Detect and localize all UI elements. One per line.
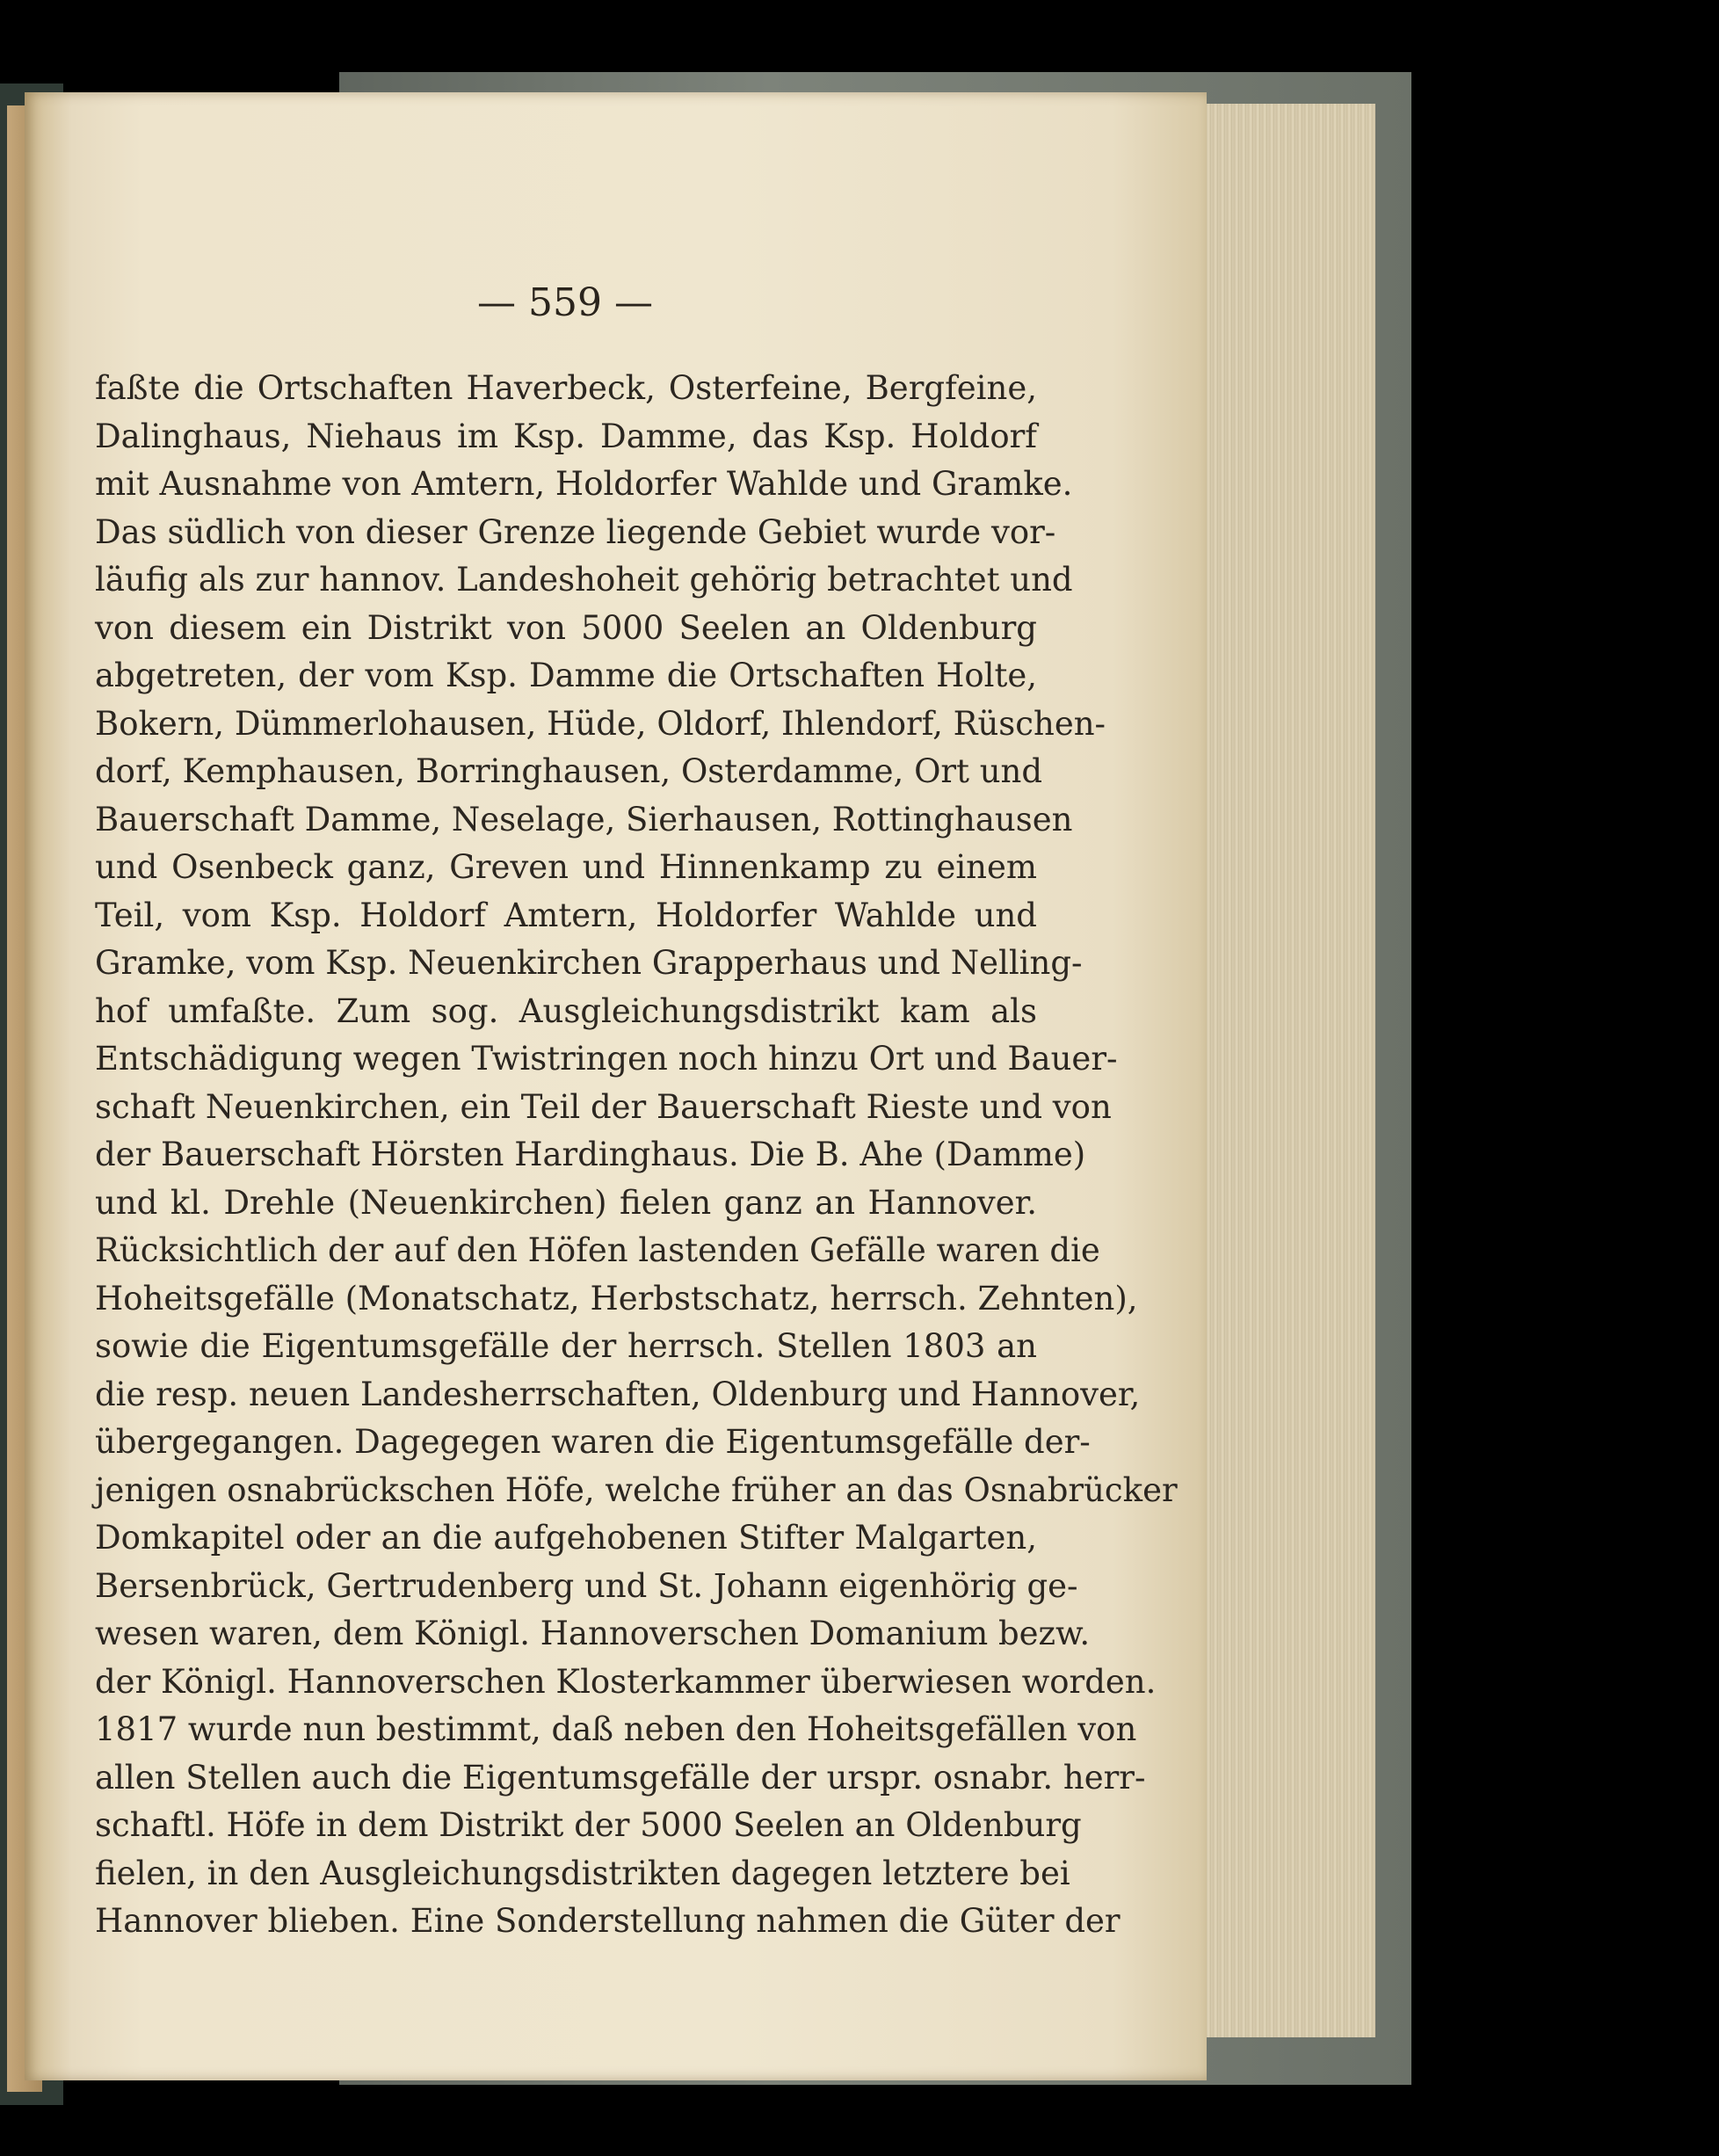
text-line: fielen, in den Ausgleichungsdistrikten dagegen letztere bei (95, 1854, 1070, 1892)
text-line: Dalinghaus, Niehaus im Ksp. Damme, das Ksp. Holdorf (95, 417, 1037, 455)
text-line: jenigen osnabrückschen Höfe, welche früher an das Osnabrücker (95, 1470, 1178, 1509)
text-line: Das südlich von dieser Grenze liegende Gebiet wurde vor- (95, 512, 1056, 551)
text-line: schaft Neuenkirchen, ein Teil der Bauerschaft Rieste und von (95, 1087, 1112, 1126)
text-line: 1817 wurde nun bestimmt, daß neben den Hoheitsgefällen von (95, 1710, 1137, 1748)
text-line: dorf, Kemphausen, Borringhausen, Osterdamme, Ort und (95, 752, 1043, 790)
text-line: Gramke, vom Ksp. Neuenkirchen Grapperhaus und Nelling- (95, 944, 1083, 982)
text-line: Entschädigung wegen Twistringen noch hinzu Ort und Bauer- (95, 1040, 1118, 1078)
text-line: Teil, vom Ksp. Holdorf Amtern, Holdorfer Wahlde und (95, 896, 1037, 934)
text-line: Rücksichtlich der auf den Höfen lastenden Gefälle waren die (95, 1231, 1100, 1269)
book-page (25, 92, 1207, 2080)
text-line: der Königl. Hannoverschen Klosterkammer überwiesen worden. (95, 1662, 1157, 1701)
text-line: läufig als zur hannov. Landeshoheit gehörig betrachtet und (95, 561, 1073, 599)
text-line: und kl. Drehle (Neuenkirchen) fielen ganz an Hannover. (95, 1183, 1037, 1222)
text-line: Domkapitel oder an die aufgehobenen Stifter Malgarten, (95, 1519, 1037, 1557)
text-line: von diesem ein Distrikt von 5000 Seelen an Oldenburg (95, 608, 1037, 647)
page-edges (1204, 104, 1375, 2037)
text-line: schaftl. Höfe in dem Distrikt der 5000 Seelen an Oldenburg (95, 1806, 1082, 1844)
text-line: Bauerschaft Damme, Neselage, Sierhausen, Rottinghausen (95, 800, 1073, 838)
text-line: der Bauerschaft Hörsten Hardinghaus. Die B. Ahe (Damme) (95, 1136, 1086, 1173)
text-line: sowie die Eigentumsgefälle der herrsch. Stellen 1803 an (95, 1327, 1037, 1365)
text-line: mit Ausnahme von Amtern, Holdorfer Wahlde und Gramke. (95, 465, 1073, 503)
text-line: übergegangen. Dagegegen waren die Eigentumsgefälle der- (95, 1423, 1091, 1461)
text-line: faßte die Ortschaften Haverbeck, Osterfeine, Bergfeine, (95, 369, 1037, 407)
text-line: Bersenbrück, Gertrudenberg und St. Johann eigenhörig ge- (95, 1566, 1078, 1605)
body-text (95, 365, 1178, 1946)
text-line: allen Stellen auch die Eigentumsgefälle der urspr. osnabr. herr- (95, 1758, 1146, 1797)
text-line: hof umfaßte. Zum sog. Ausgleichungsdistrikt kam als (95, 991, 1037, 1030)
text-line: Bokern, Dümmerlohausen, Hüde, Oldorf, Ihlendorf, Rüschen- (95, 704, 1106, 743)
text-line: die resp. neuen Landesherrschaften, Oldenburg und Hannover, (95, 1375, 1141, 1413)
text-line: und Osenbeck ganz, Greven und Hinnenkamp zu einem (95, 848, 1037, 886)
text-line: Hoheitsgefälle (Monatschatz, Herbstschatz, herrsch. Zehnten), (95, 1279, 1138, 1318)
text-line: Hannover blieben. Eine Sonderstellung nahmen die Güter der (95, 1902, 1121, 1940)
text-line: abgetreten, der vom Ksp. Damme die Ortschaften Holte, (95, 657, 1037, 694)
text-line: wesen waren, dem Königl. Hannoverschen Domanium bezw. (95, 1615, 1091, 1652)
page-number: — 559 — (477, 280, 653, 325)
